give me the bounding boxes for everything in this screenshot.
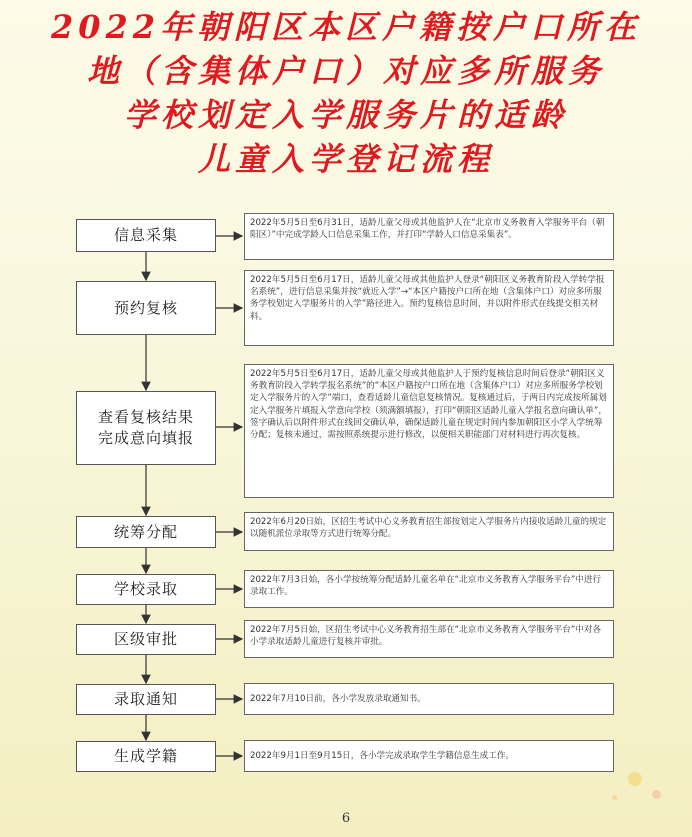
step-box-appointment-review [76,281,216,335]
step-description [244,740,614,772]
step-box-district-approval [76,624,216,655]
step-description-text: 2022年7月5日始，区招生考试中心义务教育招生部在“北京市义务教育入学服务平台”中对各小学录取适龄儿童进行复核并审批。 [250,625,602,648]
decorative-circle [652,790,661,799]
step-description-text: 2022年7月10日前，各小学发放录取通知书。 [250,693,426,704]
step-description-text: 2022年5月5日至6月17日，适龄儿童父母或其他监护人登录“朝阳区义务教育阶段入学转学报名系统”，进行信息采集并按“就近入学”→“本区户籍按户口所在地（含集体户口）对应多所服务学校划定入学服务片的入学”路径进入。预约复核信息时间，并以附件形式在线提交相关材料。 [250,275,605,322]
title-line: 学校划定入学服务片的适龄 [123,96,568,134]
step-description [244,270,614,346]
step-description [244,512,614,551]
step-description-text: 2022年5月5日至6月31日，适龄儿童父母或其他监护人在“北京市义务教育入学服务平台（朝阳区）”中完成学龄人口信息采集工作，并打印“学龄人口信息采集表”。 [250,218,605,241]
step-label: 查看复核结果 [97,408,194,426]
step-box-admission-notice [76,684,216,715]
step-description-text: 2022年6月20日始，区招生考试中心义务教育招生部按划定入学服务片内接收适龄儿童的规定以随机派位录取等方式进行统筹分配。 [250,517,607,540]
step-label: 学校录取 [113,580,178,598]
decorative-circle [628,772,642,786]
step-description [244,570,614,608]
step-label: 区级审批 [113,630,178,648]
step-box-generate-student-record [76,741,216,772]
page-title [0,6,692,182]
step-label: 信息采集 [113,226,178,244]
step-description [244,620,614,658]
title-line: 地（含集体户口）对应多所服务 [86,52,605,90]
title-line: 儿童入学登记流程 [197,140,494,178]
step-label: 生成学籍 [113,747,178,765]
step-box-overall-allocation [76,516,216,548]
step-description [244,213,614,260]
step-description [244,683,614,715]
step-description-text: 2022年9月1日至9月15日，各小学完成录取学生学籍信息生成工作。 [250,750,515,761]
step-description [244,364,614,498]
page-number: 6 [341,811,351,826]
step-label: 录取通知 [113,690,178,708]
step-label: 统筹分配 [113,522,178,541]
step-description-text: 2022年5月5日至6月17日，适龄儿童父母或其他监护人于预约复核信息时间后登录“朝阳区义务教育阶段入学转学报名系统”的“本区户籍按户口所在地（含集体户口）对应多所服务学校划定入学服务片的入学”端口，查看适龄儿童信息复核情况。复核通过后，于两日内完成按所属划定入学服务片填报入学意向学校（须满额填报），打印“朝阳区适龄儿童入学报名意向确认单”，签字确认后以附件形式在线回交确认单，确保适龄儿童在规定时间内参加朝阳区小学入学统筹分配；复核未通过，需按照系统提示进行修改，以便相关职能部门对材料进行再次复核。 [250,369,607,441]
step-box-school-admission [76,574,216,605]
step-box-info-collection [76,219,216,252]
step-label: 预约复核 [113,298,178,317]
step-box-check-results [76,391,216,465]
step-label: 完成意向填报 [97,429,194,447]
decorative-circle [612,795,617,800]
title-line: 2022年朝阳区本区户籍按户口所在 [50,8,642,46]
step-description-text: 2022年7月3日始，各小学按统筹分配适龄儿童名单在“北京市义务教育入学服务平台”中进行录取工作。 [250,575,602,598]
